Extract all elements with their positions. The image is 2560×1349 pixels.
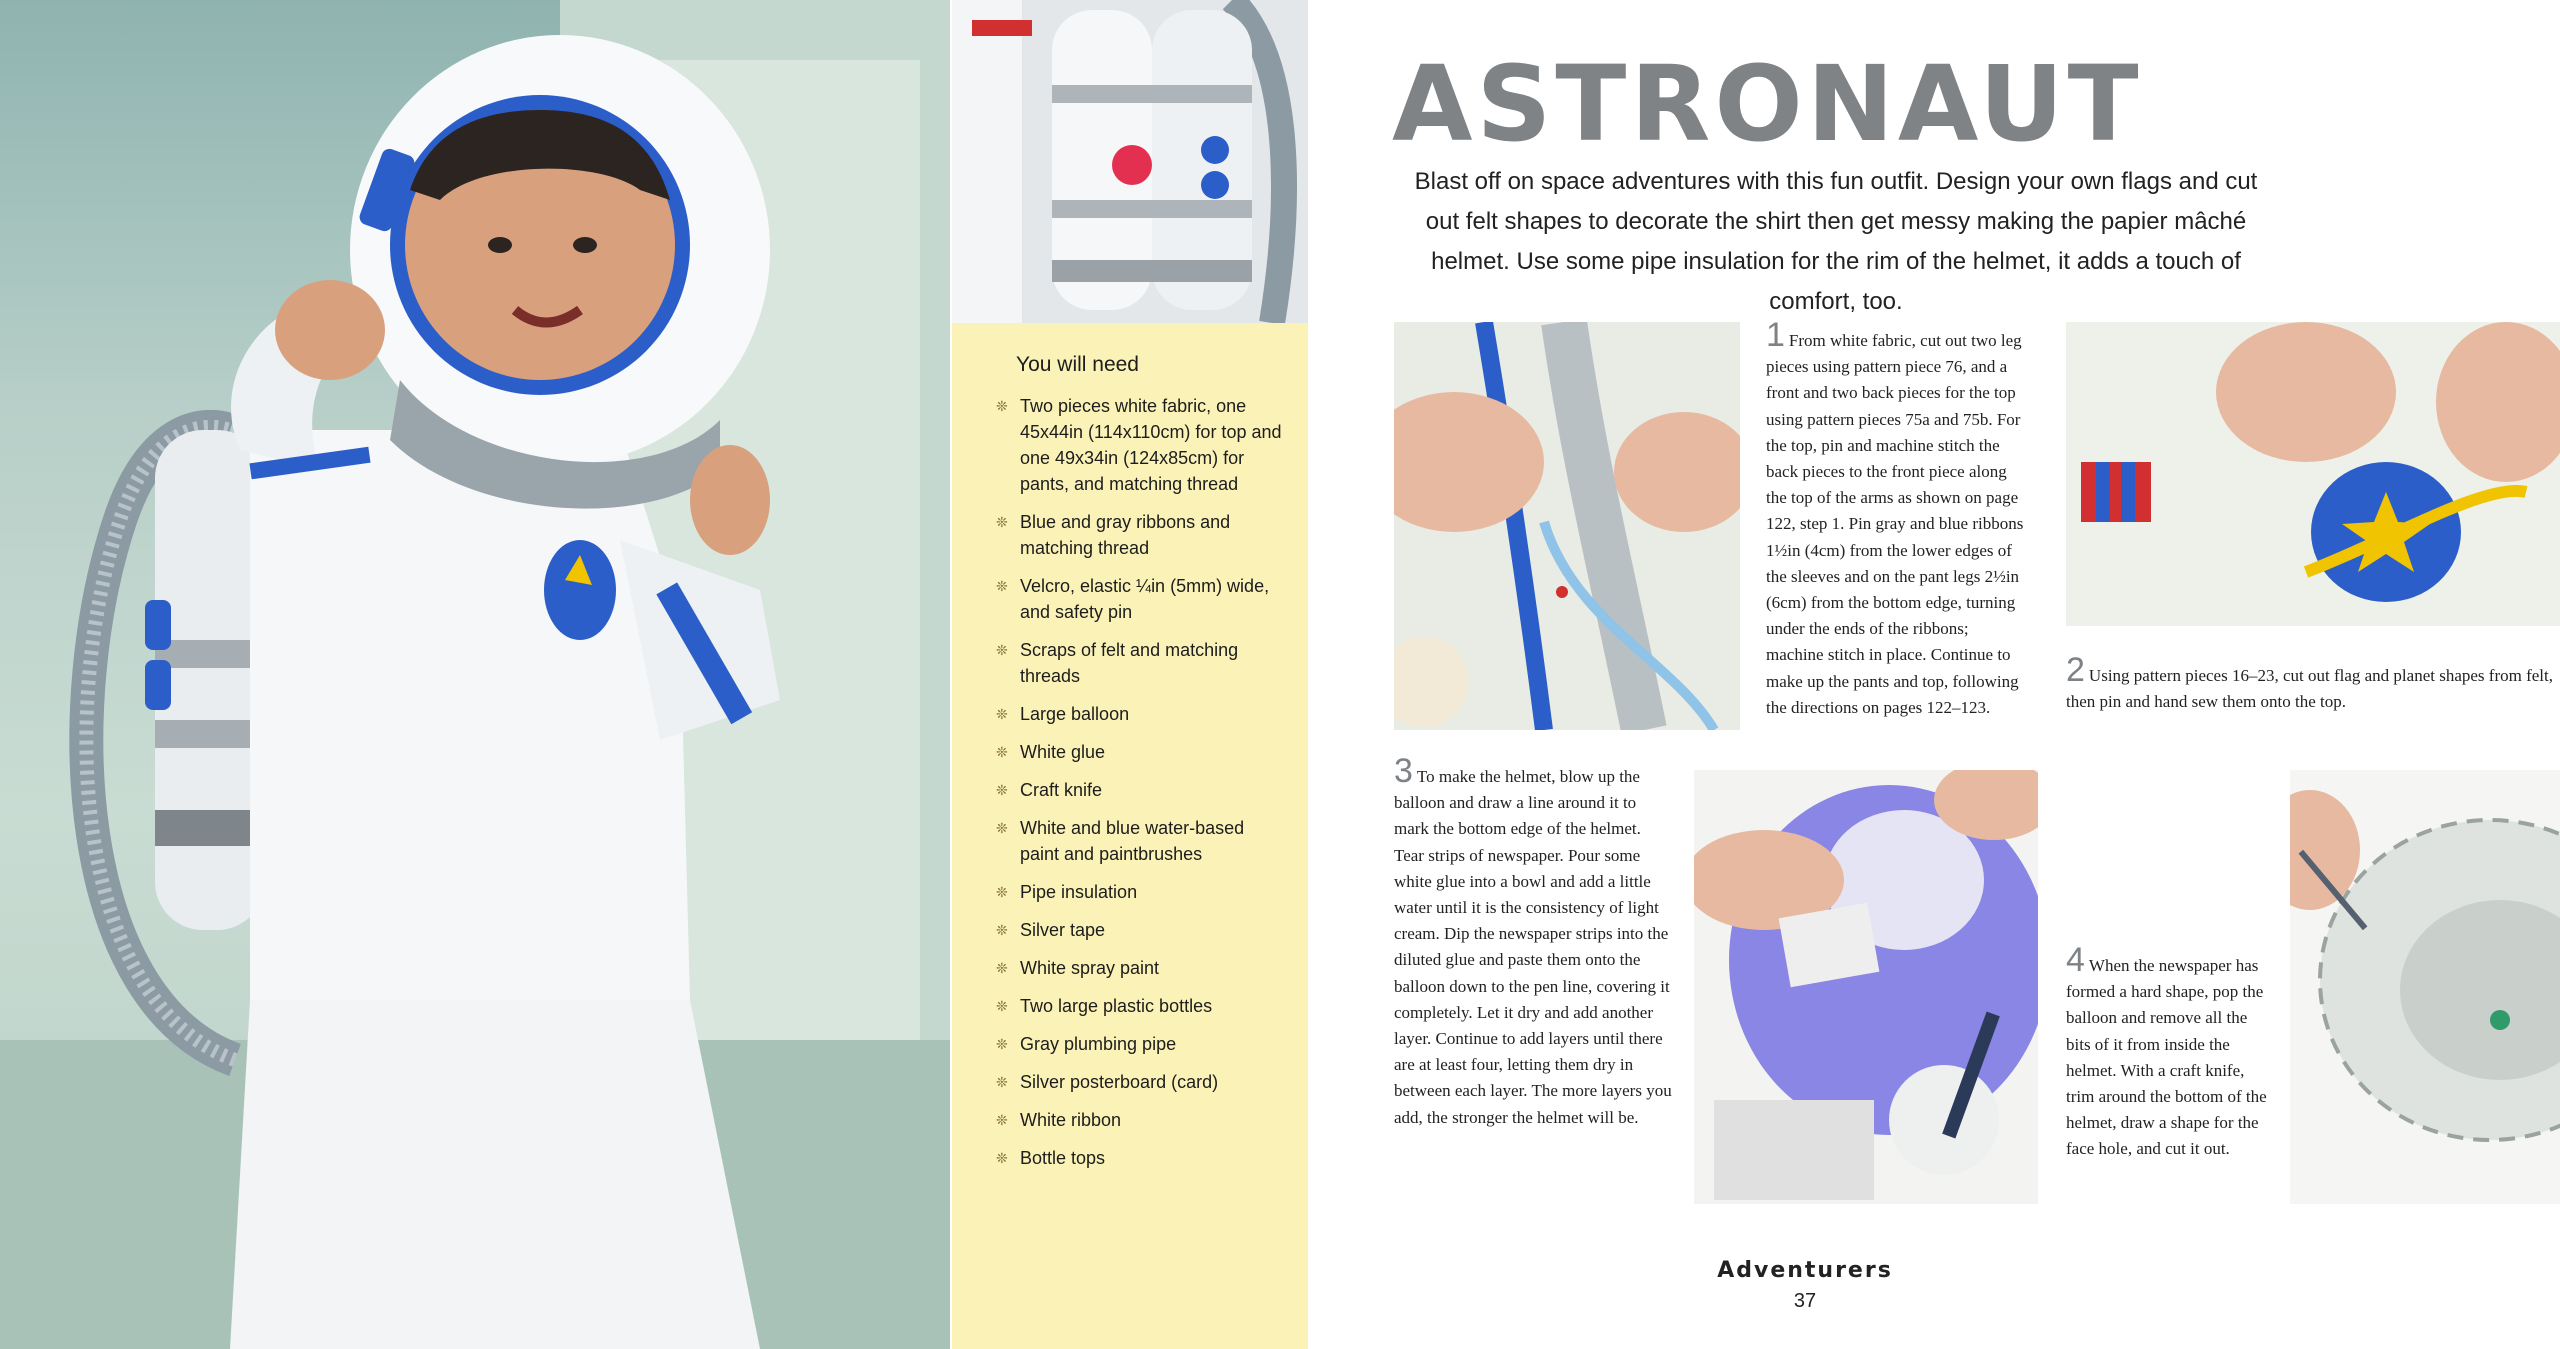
material-item: ❊ Scraps of felt and matching threads bbox=[996, 637, 1286, 689]
bullet-icon: ❊ bbox=[996, 922, 1008, 938]
intro-paragraph: Blast off on space adventures with this fun outfit. Design your own flags and cut out felt shapes to decorate the shirt then get messy making the papier mâché helmet. Use some pipe insulation for the rim of the helmet, it adds a touch of comfort, too. bbox=[1414, 168, 2258, 315]
step4-photo bbox=[2290, 770, 2560, 1204]
material-item: ❊ White ribbon bbox=[996, 1107, 1286, 1133]
materials-list bbox=[996, 393, 1286, 1183]
material-item: ❊ Silver posterboard (card) bbox=[996, 1069, 1286, 1095]
bullet-icon: ❊ bbox=[996, 1150, 1008, 1166]
material-item: ❊ Blue and gray ribbons and matching thread bbox=[996, 509, 1286, 561]
step2-photo bbox=[2066, 322, 2560, 626]
step-number: 2 bbox=[2066, 651, 2085, 689]
astronaut-costume-photo bbox=[0, 0, 950, 1349]
materials-heading: You will need bbox=[1016, 353, 1139, 376]
bullet-icon: ❊ bbox=[996, 514, 1008, 530]
page-number: 37 bbox=[1793, 1290, 1817, 1312]
step1-photo bbox=[1394, 322, 1740, 730]
bullet-icon: ❊ bbox=[996, 706, 1008, 722]
material-item: ❊ Gray plumbing pipe bbox=[996, 1031, 1286, 1057]
step-2: 2 Using pattern pieces 16–23, cut out flag and planet shapes from felt, then pin and hand sew them onto the top. bbox=[2066, 651, 2553, 712]
material-item: ❊ Two pieces white fabric, one 45x44in (114x110cm) for top and one 49x34in (124x85cm) for pants, and matching thread bbox=[996, 393, 1286, 497]
trimming-helmet-illustration bbox=[2290, 770, 2560, 1204]
jetpack-illustration bbox=[952, 0, 1308, 323]
material-item: ❊ Velcro, elastic ¼in (5mm) wide, and safety pin bbox=[996, 573, 1286, 625]
jetpack-closeup-photo bbox=[952, 0, 1308, 323]
step-number: 3 bbox=[1394, 752, 1413, 790]
step-number: 1 bbox=[1766, 316, 1785, 354]
sewing-felt-illustration bbox=[2066, 322, 2560, 626]
step3-photo bbox=[1694, 770, 2038, 1204]
materials-panel bbox=[952, 323, 1308, 1349]
material-item: ❊ Craft knife bbox=[996, 777, 1286, 803]
bullet-icon: ❊ bbox=[996, 820, 1008, 836]
astronaut-child-illustration bbox=[0, 0, 950, 1349]
bullet-icon: ❊ bbox=[996, 1112, 1008, 1128]
material-item: ❊ Bottle tops bbox=[996, 1145, 1286, 1171]
bullet-icon: ❊ bbox=[996, 782, 1008, 798]
material-item: ❊ White glue bbox=[996, 739, 1286, 765]
step-1: 1 From white fabric, cut out two leg pieces using pattern piece 76, and a front and two back pieces for the top using pattern pieces 75a and 75b. For the top, pin and machine stitch the back pieces to the front piece along the top of the arms as shown on page 122, step 1. Pin gray and blue ribbons 1½in (4cm) from the lower edges of the sleeves and on the pant legs 2½in (6cm) from the bottom edge, turning under the ends of the ribbons; machine stitch in place. Continue to make up the pants and top, following the directions on pages 122–123. bbox=[1766, 316, 2024, 717]
step-4: 4 When the newspaper has formed a hard shape, pop the balloon and remove all the bits of it from inside the helmet. With a craft knife, trim around the bottom of the helmet, draw a shape for the face hole, and cut it out. bbox=[2066, 941, 2267, 1159]
page-title: ASTRONAUT bbox=[1392, 43, 2143, 165]
bullet-icon: ❊ bbox=[996, 960, 1008, 976]
bullet-icon: ❊ bbox=[996, 884, 1008, 900]
bullet-icon: ❊ bbox=[996, 1074, 1008, 1090]
material-item: ❊ Two large plastic bottles bbox=[996, 993, 1286, 1019]
bullet-icon: ❊ bbox=[996, 1036, 1008, 1052]
pinning-ribbons-illustration bbox=[1394, 322, 1740, 730]
papier-mache-balloon-illustration bbox=[1694, 770, 2038, 1204]
material-item: ❊ Silver tape bbox=[996, 917, 1286, 943]
step-number: 4 bbox=[2066, 941, 2085, 979]
material-item: ❊ Large balloon bbox=[996, 701, 1286, 727]
bullet-icon: ❊ bbox=[996, 398, 1008, 414]
bullet-icon: ❊ bbox=[996, 744, 1008, 760]
bullet-icon: ❊ bbox=[996, 642, 1008, 658]
material-item: ❊ Pipe insulation bbox=[996, 879, 1286, 905]
section-name: Adventurers bbox=[1717, 1258, 1893, 1283]
step-3: 3 To make the helmet, blow up the balloon and draw a line around it to mark the bottom edge of the helmet. Tear strips of newspaper. Pour some white glue into a bowl and add a little water until it is the consistency of light cream. Dip the newspaper strips into the diluted glue and paste them onto the balloon down to the pen line, covering it completely. Let it dry and add another layer. Continue to add layers until there are at least four, letting them dry in between each layer. The more layers you add, the stronger the helmet will be. bbox=[1394, 752, 1672, 1127]
material-item: ❊ White and blue water-based paint and paintbrushes bbox=[996, 815, 1286, 867]
material-item: ❊ White spray paint bbox=[996, 955, 1286, 981]
bullet-icon: ❊ bbox=[996, 998, 1008, 1014]
bullet-icon: ❊ bbox=[996, 578, 1008, 594]
